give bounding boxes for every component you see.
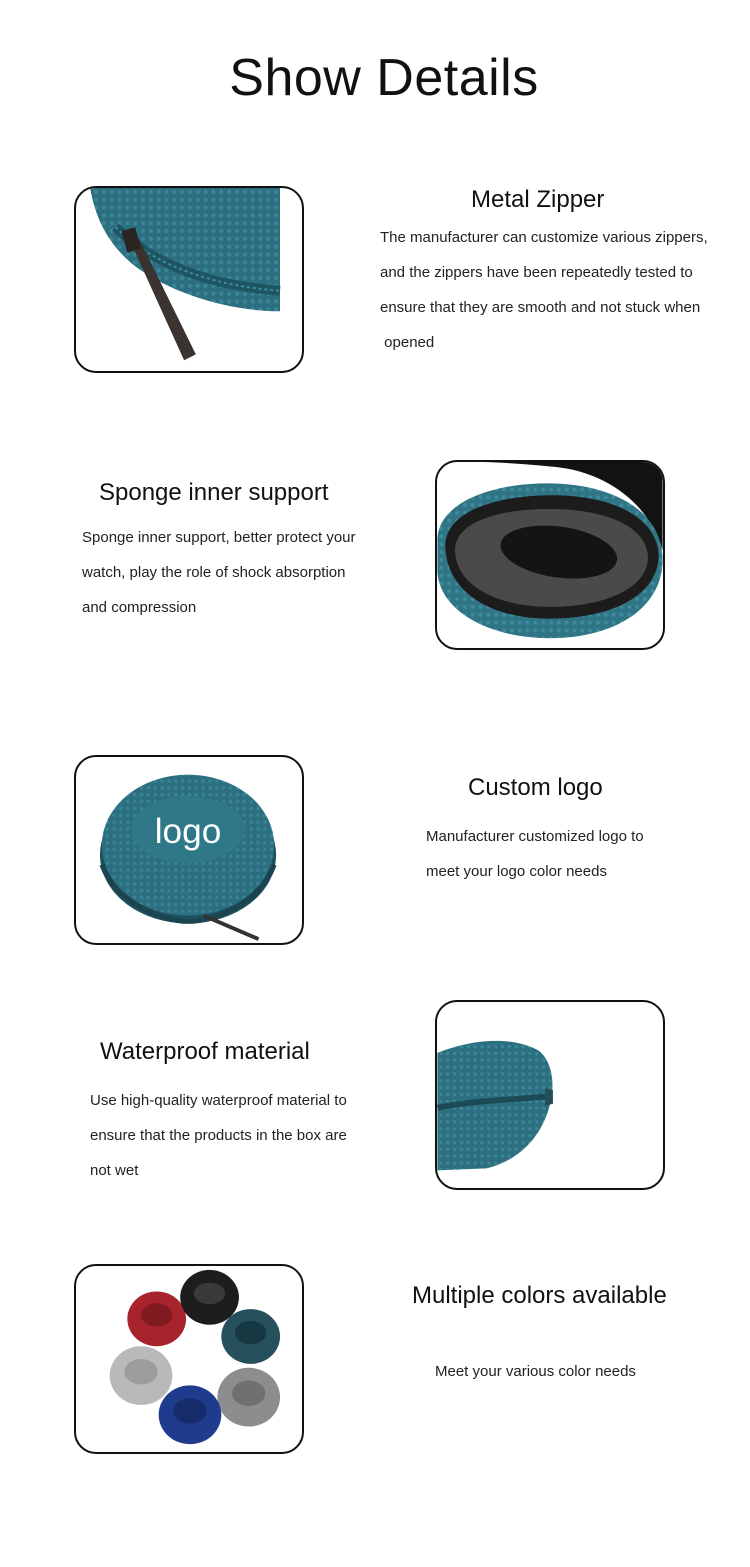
section-description <box>426 819 644 889</box>
section-title: Multiple colors available <box>412 1282 667 1309</box>
description-line: Use high-quality waterproof material to <box>90 1092 347 1109</box>
case-side-icon <box>437 1002 663 1188</box>
case-with-logo-icon <box>76 757 302 943</box>
zipper-image-frame <box>74 186 304 373</box>
description-line: opened <box>380 334 435 351</box>
page-title: Show Details <box>229 49 539 107</box>
colors-image-frame <box>74 1264 304 1454</box>
description-line: ensure that the products in the box are <box>90 1127 347 1144</box>
sponge-image-frame <box>435 460 665 650</box>
description-line: not wet <box>90 1162 139 1179</box>
open-case-sponge-icon <box>437 462 663 648</box>
description-line: Sponge inner support, better protect your <box>82 529 356 546</box>
logo-image-frame <box>74 755 304 945</box>
section-description <box>90 1083 347 1188</box>
logo-overlay-text: logo <box>154 812 222 852</box>
description-line: Manufacturer customized logo to <box>426 828 644 845</box>
section-description <box>435 1354 636 1389</box>
section-title: Sponge inner support <box>99 479 329 506</box>
section-title: Custom logo <box>468 774 603 801</box>
description-line: meet your logo color needs <box>426 863 607 880</box>
description-line: and compression <box>82 599 197 616</box>
description-line: The manufacturer can customize various zippers, <box>380 229 708 246</box>
section-title: Metal Zipper <box>471 186 605 213</box>
section-description <box>82 520 356 625</box>
description-line: watch, play the role of shock absorption <box>82 564 346 581</box>
description-line: and the zippers have been repeatedly tested to <box>380 264 693 281</box>
section-description <box>380 220 708 360</box>
color-variants-icon <box>76 1266 302 1452</box>
description-line: Meet your various color needs <box>435 1363 636 1380</box>
description-line: ensure that they are smooth and not stuck when <box>380 299 701 316</box>
section-title: Waterproof material <box>100 1038 310 1065</box>
zipper-closeup-icon <box>76 188 302 371</box>
waterproof-image-frame <box>435 1000 665 1190</box>
